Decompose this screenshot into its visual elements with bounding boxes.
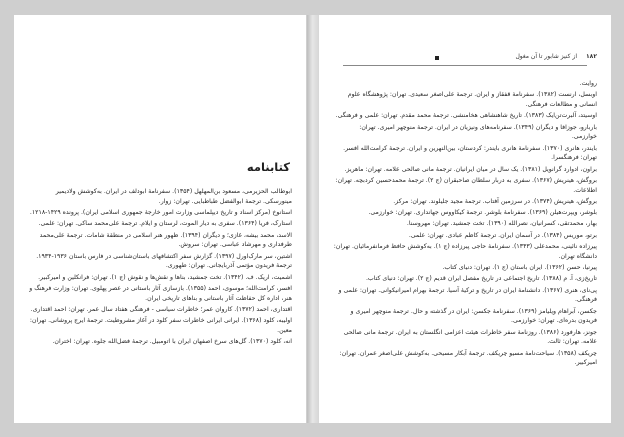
bibliography-entry: جکسن، آبراهام ویلیامز (۱۳۶۹). سفرنامهٔ جکسن: ایران در گذشته و حال. ترجمهٔ منوچهر امیری و فریدون بدره‌ای. تهران: خوارزمی. [350, 307, 597, 325]
bibliography-entry: برتو، موریس (۱۳۸۴). در آسمان ایران. ترجمهٔ کاظم عبادی. تهران: علمی. [408, 231, 597, 239]
running-header [333, 53, 597, 63]
bibliography-entry: افسر، کرامت‌الله؛ موسوی، احمد (۱۳۵۵). بازسازی آثار باستانی در عصر پهلوی. تهران: وزارت فرهنگ و هنر، اداره کل حفاظت آثار باستانی و بناهای تاریخی ایران. [29, 284, 292, 302]
bibliography-entry: چریکف (۱۳۵۸). سیاحت‌نامهٔ مسیو چریکف. ترجمهٔ آبکار مسیحی. به‌کوشش علی‌اصغر عمران. تهران: امیرکبیر. [339, 349, 597, 367]
bibliography-entry: پیرزاده نائینی، محمدعلی (۱۳۴۳). سفرنامهٔ حاجی پیرزاده (ج ۱). به‌کوشش حافظ فرمانفرمائیان. تهران: دانشگاه تهران. [333, 243, 597, 260]
bibliography-entry: بلوشر، ویپرت‌هیلن (۱۳۶۹). سفرنامهٔ بلوشر. ترجمهٔ کیکاووس جهانداری. تهران: خوارزمی. [368, 209, 597, 217]
header-rule [343, 65, 587, 66]
bibliography-entry: جونز، هارفورد (۱۳۸۶). روزنامهٔ سفر خاطرات هیئت اعزامی انگلستان به ایران. ترجمهٔ مانی صالحی علامه. تهران: ثالث. [343, 328, 597, 346]
bibliography-entry: ابوطالب الحزیرمی، مسعود بن‌المهلهل (۱۳۵۴). سفرنامهٔ ابودلف در ایران. به‌کوشش ولادیمیر مینورسکی. ترجمهٔ ابوالفضل طباطبایی. تهران: زوار. [55, 188, 292, 205]
page-number: ۱۸۲ [586, 53, 597, 60]
bibliography-entry: اوسیتد، آلبرت‌تن‌ایک (۱۳۸۳). تاریخ شاهنشاهی هخامنشی. ترجمهٔ محمد مقدم. تهران: علمی و فرهنگی. [335, 112, 597, 120]
bibliography-entry: باربارو، جوزافا و دیگران (۱۳۴۹). سفرنامه‌های ونیزیان در ایران. ترجمهٔ منوچهر امیری. تهران: خوارزمی. [359, 123, 597, 141]
bibliography-list-left [28, 187, 292, 348]
bibliography-entry: استارک، فریا (۱۳۶۴). سفری به دیار الموت، لرستان و ایلام. ترجمهٔ علی‌محمد ساکی. تهران: علمی. [38, 220, 292, 228]
bibliography-entry: روایت. [579, 80, 597, 87]
bibliography-entry: براون، ادوارد گرانویل (۱۳۸۱). یک سال در میان ایرانیان. ترجمهٔ مانی صالحی علامه. تهران: ماهریز. [344, 165, 597, 173]
bibliography-entry: بروگش، هینریش (۱۳۷۴). در سرزمین آفتاب. ترجمهٔ مجید جلیلوند. تهران: مرکز. [393, 197, 597, 205]
bibliography-entry: پی‌نای، هنری (۱۳۶۷). دانشنامهٔ ایران در تاریخ و ترکیهٔ آسیا. ترجمهٔ بهرام امیرانیکوانی. تهران: علمی و فرهنگی. [338, 286, 597, 304]
bibliography-entry: اشتین، سر مارک‌اورل (۱۳۹۷). گزارش سفر اکتشافهای باستان‌شناسی در فارس باستان ۱۹۳۶-۱۹۳۴. ترجمهٔ فریدون مؤتمی آذربایجانی. تهران: طهوری. [36, 252, 292, 270]
page-title: کتابنامه [246, 160, 290, 174]
bibliography-entry: اقتداری، احمد (۱۳۷۲). کاروان عمر؛ خاطرات سیاسی - فرهنگی هفتاد سال عمر. تهران: احمد اقتداری. [30, 305, 292, 313]
right-page [319, 15, 611, 423]
header-square-icon [435, 56, 439, 60]
bibliography-entry: انه، کلود (۱۳۷۰). گل‌های سرخ اصفهان ایران با اتومبیل. ترجمهٔ فضل‌الله جلوه. تهران: اختران. [52, 338, 292, 346]
running-title: از کنیز شابور تا آن مغول [515, 53, 577, 60]
bibliography-entry: بایندر، هانری (۱۳۷۰). سفرنامهٔ هانری بایندر: کردستان، بین‌النهرین و ایران. ترجمهٔ کرامت‌الله افسر. تهران: فرهنگسرا. [343, 144, 597, 162]
bibliography-entry: استانوخ (مرکز اسناد و تاریخ دیپلماسی وزارت امور خارجهٔ جمهوری اسلامی ایران). پرونده ۱۴۲۹-۱۲۱۸. [29, 209, 292, 216]
bibliography-entry: تاریخ‌زی، آ. م (۱۳۸۸). تاریخ اجتماعی در تاریخ مفصل ایران قدیم (ج ۲). تهران: دنیای کتاب. [365, 275, 597, 283]
left-page [14, 15, 306, 423]
bibliography-entry: الاسد، محمد بیشه، غازی؛ و دیگران (۱۳۹۴). ظهور هنر اسلامی در منطقهٔ شامات. ترجمهٔ علی‌محمد طرفداری و مهرشاد عباسی. تهران: سروش. [39, 231, 292, 249]
book-gutter [307, 15, 319, 423]
bibliography-entry: بهار، محمدتقی، کسرانیان، نصرالله (۱۳۹۰). تخت جمشید. تهران: مهروسنا. [406, 220, 597, 228]
bibliography-entry: پیرنیا، حسن (۱۳۶۲). ایران باستان (ج ۱). تهران: دنیای کتاب. [442, 264, 597, 272]
bibliography-entry: بروگش، هینریش (۱۳۶۷). سفری به دربار سلطان صاحبقران (ج ۲). ترجمهٔ محمدحسین کردبچه. تهران: اطلاعات. [335, 176, 597, 194]
bibliography-entry: اشمیت، اریک. ف. (۱۳۴۲). تخت جمشید، بناها و نقش‌ها و نقوش (ج ۱). تهران: فرانکلین و امیرکبیر. [38, 273, 292, 281]
bibliography-entry: اولیبه، کلود (۱۳۶۸). ایرانی ایرانی خاطرات سفر کلود در آغاز مشروطیت. ترجمهٔ ایرج پروشانی. تهران: معین. [29, 317, 292, 334]
bibliography-list-right [333, 79, 597, 370]
bibliography-entry: اوبسل، ارنست (۱۳۸۲). سفرنامهٔ قفقاز و ایران. ترجمهٔ علی‌اصغر سعیدی. تهران: پژوهشگاه علوم انسانی و مطالعات فرهنگی. [347, 91, 597, 108]
